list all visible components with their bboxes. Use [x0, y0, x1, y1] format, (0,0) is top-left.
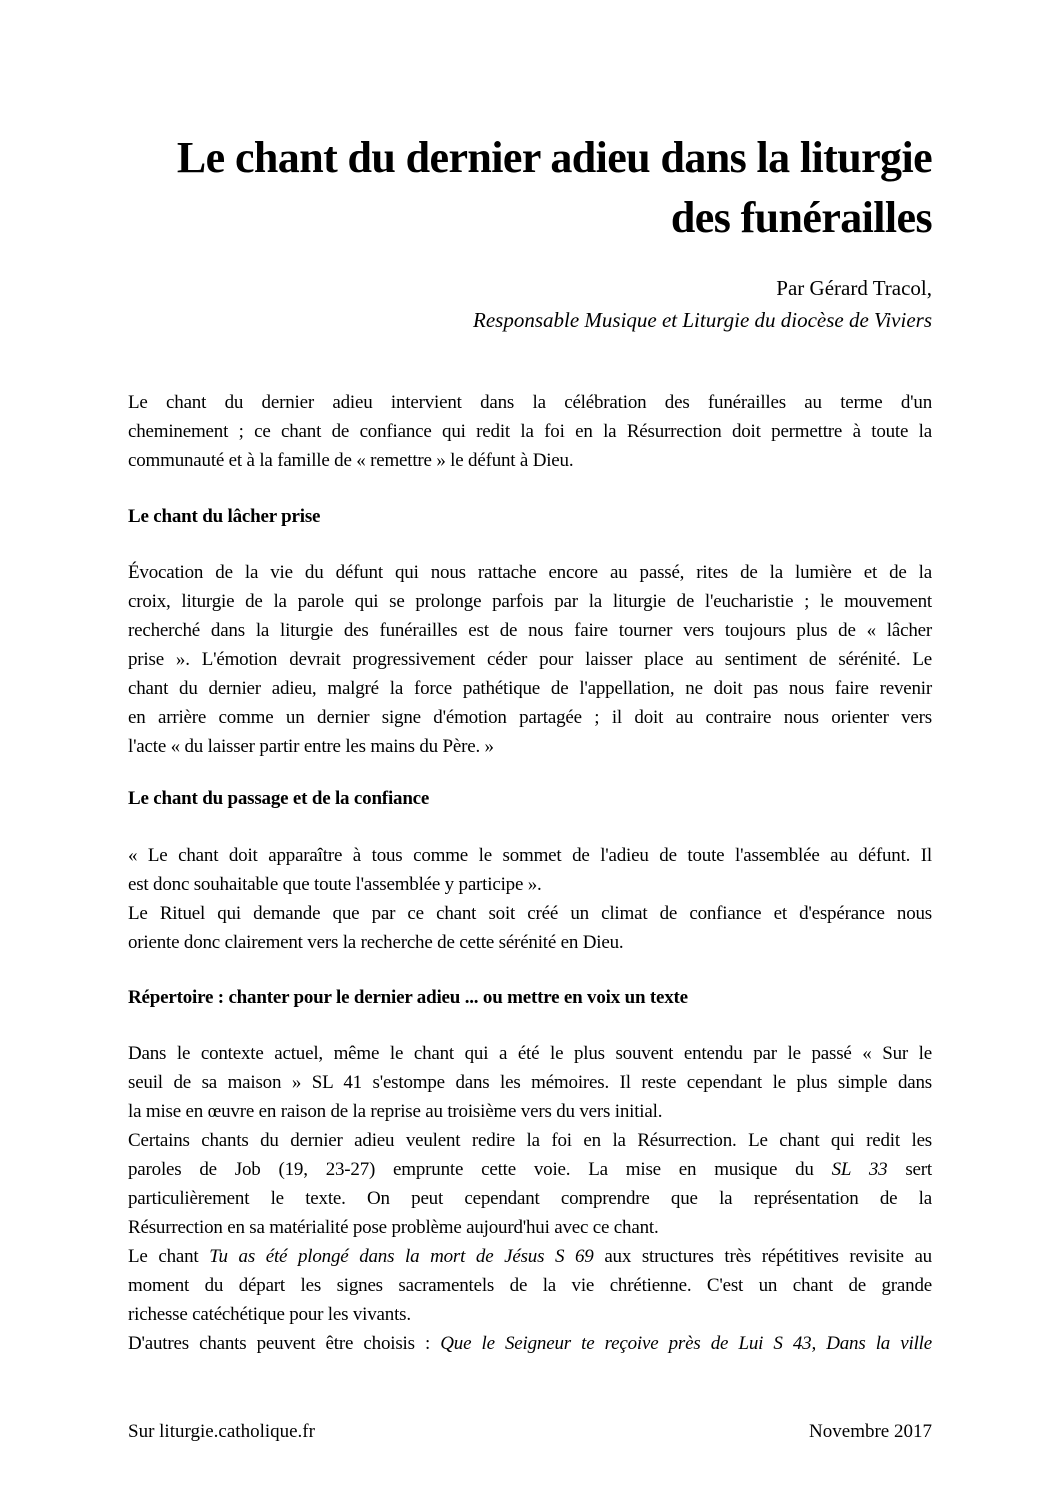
section-heading-lacher-prise: Le chant du lâcher prise [128, 506, 321, 527]
text-line: richesse catéchétique pour les vivants. [128, 1304, 411, 1325]
author-name: Par Gérard Tracol, [776, 276, 932, 300]
text-line: seuil de sa maison » SL 41 s'estompe dans les mémoires. Il reste cependant le plus simple dans [128, 1072, 932, 1093]
section-heading-repertoire: Répertoire : chanter pour le dernier adieu ... ou mettre en voix un texte [128, 987, 688, 1008]
text-line [128, 1242, 932, 1271]
document-page [128, 0, 932, 1497]
document-title [128, 128, 932, 248]
text-run: Le chant [128, 1246, 210, 1267]
text-line: prise ». L'émotion devrait progressivement céder pour laisser place au sentiment de sérénité. Le [128, 649, 932, 670]
text-line: est donc souhaitable que toute l'assemblée y participe ». [128, 874, 542, 895]
text-run: D'autres chants peuvent être choisis : [128, 1333, 441, 1354]
author-block [473, 272, 932, 336]
text-line: Le chant du dernier adieu intervient dans la célébration des funérailles au terme d'un [128, 392, 932, 413]
footer-date: Novembre 2017 [809, 1421, 932, 1442]
song-reference-s69: Tu as été plongé dans la mort de Jésus S 69 [209, 1246, 594, 1267]
text-line: en arrière comme un dernier signe d'émotion partagée ; il doit au contraire nous orienter vers [128, 707, 932, 728]
text-line [128, 1329, 932, 1358]
text-line [128, 1155, 932, 1184]
text-line: l'acte « du laisser partir entre les mains du Père. » [128, 736, 494, 757]
text-line: oriente donc clairement vers la recherche de cette sérénité en Dieu. [128, 932, 624, 953]
text-line: moment du départ les signes sacramentels de la vie chrétienne. C'est un chant de grande [128, 1275, 932, 1296]
footer-source: Sur liturgie.catholique.fr [128, 1421, 315, 1442]
text-run: paroles de Job (19, 23-27) emprunte cette voie. La mise en musique du [128, 1159, 832, 1180]
text-line: la mise en œuvre en raison de la reprise au troisième vers du vers initial. [128, 1101, 663, 1122]
section-heading-passage-confiance: Le chant du passage et de la confiance [128, 788, 430, 809]
text-run: aux structures très répétitives revisite au [593, 1246, 932, 1267]
section3-paragraph [128, 1039, 932, 1358]
text-line: Le Rituel qui demande que par ce chant soit créé un climat de confiance et d'espérance nous [128, 903, 932, 924]
text-line: recherché dans la liturgie des funérailles est de nous faire tourner vers toujours plus de « lâcher [128, 620, 932, 641]
intro-paragraph [128, 388, 932, 475]
text-line: chant du dernier adieu, malgré la force pathétique de l'appellation, ne doit pas nous faire revenir [128, 678, 932, 699]
text-run: sert [887, 1159, 932, 1180]
section2-paragraph [128, 841, 932, 957]
text-line: Dans le contexte actuel, même le chant qui a été le plus souvent entendu par le passé « Sur le [128, 1043, 932, 1064]
author-role: Responsable Musique et Liturgie du diocèse de Viviers [473, 308, 932, 332]
song-reference-s43: Que le Seigneur te reçoive près de Lui S 43, Dans la ville [440, 1333, 932, 1354]
text-line: « Le chant doit apparaître à tous comme le sommet de l'adieu de toute l'assemblée au défunt. Il [128, 845, 932, 866]
title-line-1: Le chant du dernier adieu dans la liturgie [176, 133, 932, 182]
text-line: particulièrement le texte. On peut cependant comprendre que la représentation de la [128, 1188, 932, 1209]
text-line: communauté et à la famille de « remettre » le défunt à Dieu. [128, 450, 574, 471]
text-line: croix, liturgie de la parole qui se prolonge parfois par la liturgie de l'eucharistie ; le mouvement [128, 591, 932, 612]
text-line: Évocation de la vie du défunt qui nous rattache encore au passé, rites de la lumière et de la [128, 562, 932, 583]
title-line-2: des funérailles [670, 193, 932, 242]
section1-paragraph [128, 558, 932, 761]
text-line: cheminement ; ce chant de confiance qui redit la foi en la Résurrection doit permettre à toute la [128, 421, 932, 442]
text-line: Certains chants du dernier adieu veulent redire la foi en la Résurrection. Le chant qui redit les [128, 1130, 932, 1151]
text-line: Résurrection en sa matérialité pose problème aujourd'hui avec ce chant. [128, 1217, 659, 1238]
song-reference-sl33: SL 33 [831, 1159, 888, 1180]
